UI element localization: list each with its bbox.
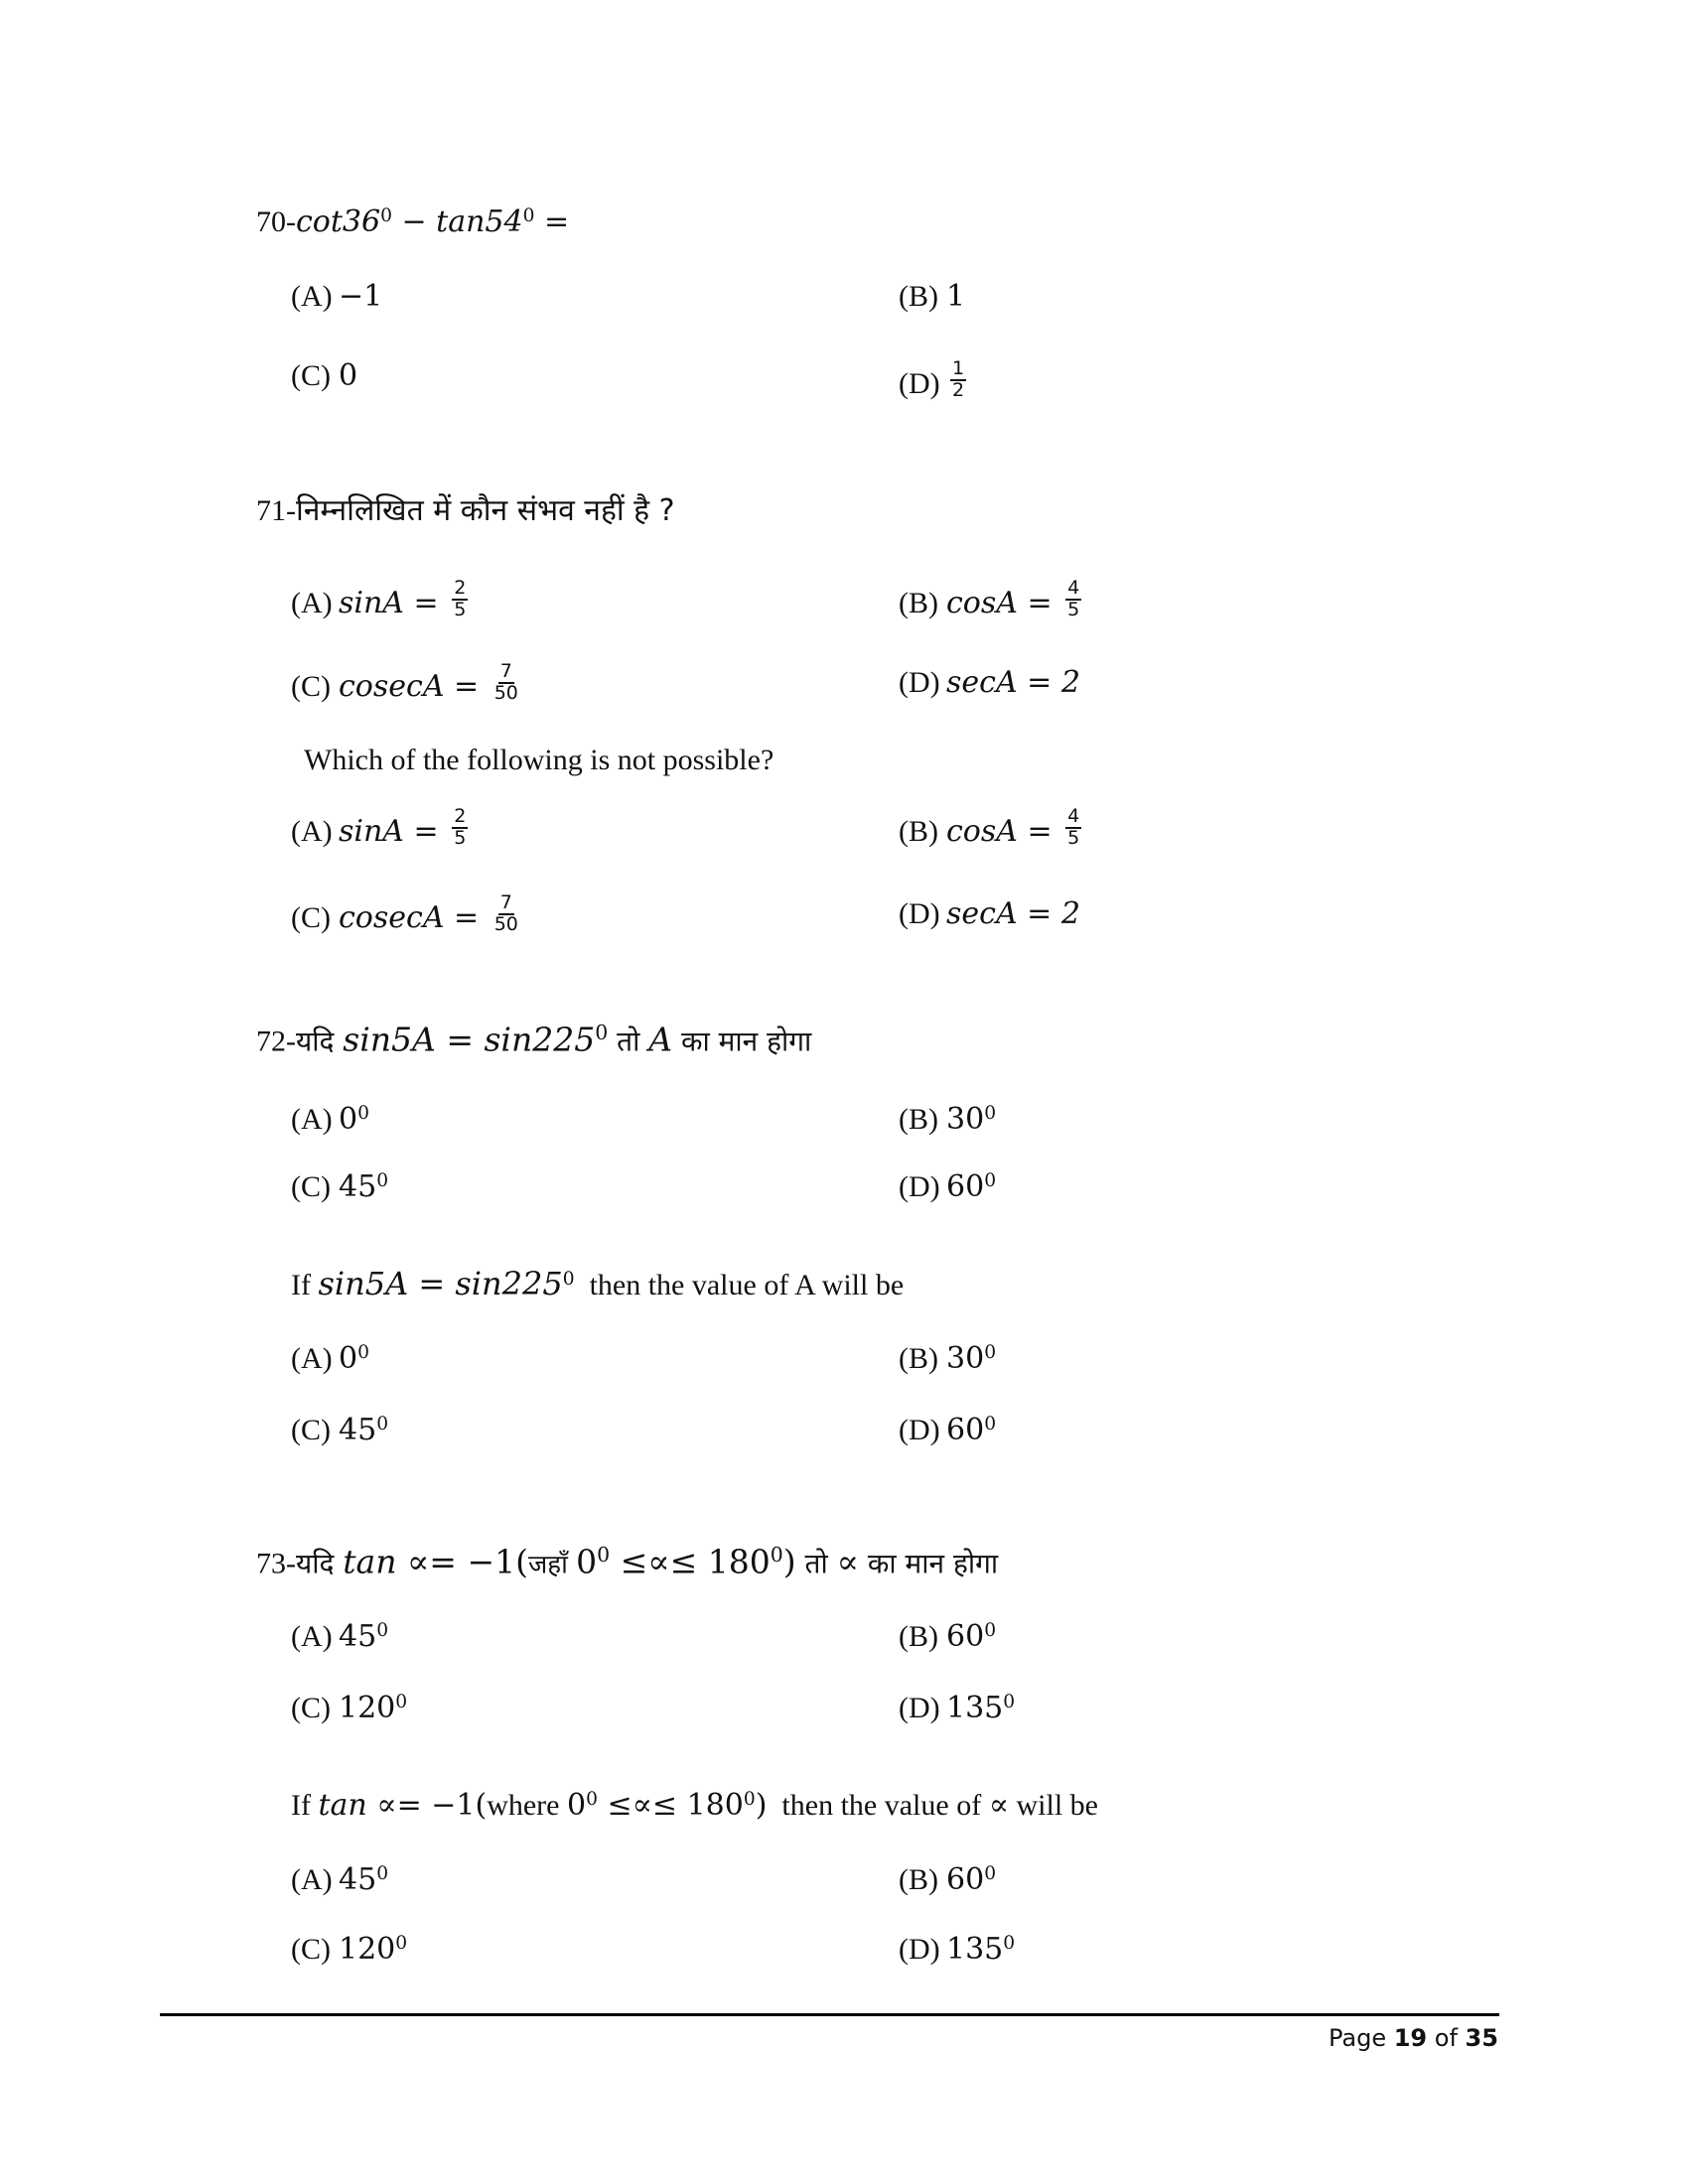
q73-option-c[interactable]: (C) $120^0$ [291, 1691, 408, 1726]
q72-en-option-d[interactable]: (D) $60^0$ [899, 1413, 997, 1448]
q72-en-option-c[interactable]: (C) $45^0$ [291, 1413, 389, 1448]
q72-option-a[interactable]: (A) $0^0$ [291, 1102, 369, 1138]
q71-en-option-c[interactable]: (C) cosecA = $\frac{7}{50}$ [291, 891, 518, 935]
question-73-english: If tan ∝= −1(where $0^0$ ≤∝≤ $180^0$) then the value of ∝ will be [291, 1788, 1098, 1824]
fraction: $\frac{4}{5}$ [1067, 805, 1080, 849]
question-72-english: If $\sin 5A = \sin 225^0$ then the value of A will be [291, 1265, 905, 1302]
page-number: Page 19 of 35 [1329, 2024, 1498, 2052]
question-number: 71- [256, 494, 296, 527]
q72-option-b[interactable]: (B) $30^0$ [899, 1102, 997, 1138]
q71-option-c[interactable]: (C) cosecA = $\frac{7}{50}$ [291, 660, 518, 704]
q71-option-a[interactable]: (A) sinA = $\frac{2}{5}$ [291, 577, 467, 620]
fraction: $\frac{2}{5}$ [454, 805, 467, 849]
fraction: $\frac{2}{5}$ [454, 577, 467, 620]
q70-option-b[interactable]: (B) 1 [899, 279, 966, 314]
question-73-hindi: 73-यदि tan ∝= −1(जहाँ $0^0$ ≤∝≤ $180^0$) तो ∝ का मान होगा [256, 1542, 999, 1581]
fraction: $\frac{1}{2}$ [952, 357, 965, 401]
q71-en-option-d[interactable]: (D) secA = 2 [899, 896, 1080, 931]
q71-option-b[interactable]: (B) cosA = $\frac{4}{5}$ [899, 577, 1080, 620]
q73-en-option-d[interactable]: (D) $135^0$ [899, 1932, 1016, 1968]
q73-option-b[interactable]: (B) $60^0$ [899, 1619, 997, 1655]
question-71-english: Which of the following is not possible? [304, 744, 774, 776]
q72-en-option-b[interactable]: (B) $30^0$ [899, 1341, 997, 1377]
fraction: $\frac{4}{5}$ [1067, 577, 1080, 620]
q73-en-option-b[interactable]: (B) $60^0$ [899, 1862, 997, 1898]
q70-option-a[interactable]: (A) −1 [291, 279, 383, 314]
question-number: 72- [256, 1024, 296, 1058]
q71-en-option-b[interactable]: (B) cosA = $\frac{4}{5}$ [899, 805, 1080, 849]
q71-option-d[interactable]: (D) secA = 2 [899, 665, 1080, 700]
q73-en-option-c[interactable]: (C) $120^0$ [291, 1932, 408, 1968]
fraction: $\frac{7}{50}$ [493, 891, 518, 935]
question-70: $70-\cot 36^0 - \tan 54^0$ = [256, 205, 570, 240]
question-number: 70- [256, 205, 296, 239]
fraction: $\frac{7}{50}$ [493, 660, 518, 704]
q73-option-a[interactable]: (A) $45^0$ [291, 1619, 389, 1655]
q72-en-option-a[interactable]: (A) $0^0$ [291, 1341, 369, 1377]
q71-en-option-a[interactable]: (A) sinA = $\frac{2}{5}$ [291, 805, 467, 849]
q70-option-c[interactable]: (C) 0 [291, 358, 358, 393]
q73-option-d[interactable]: (D) $135^0$ [899, 1691, 1016, 1726]
q73-en-option-a[interactable]: (A) $45^0$ [291, 1862, 389, 1898]
footer-divider [160, 2013, 1499, 2016]
q72-option-c[interactable]: (C) $45^0$ [291, 1169, 389, 1205]
question-72-hindi: 72-यदि $\sin 5A = \sin 225^0$ तो A का मान होगा [256, 1020, 812, 1059]
q72-option-d[interactable]: (D) $60^0$ [899, 1169, 997, 1205]
q70-option-d[interactable]: (D) $\frac{1}{2}$ [899, 357, 965, 401]
question-71-hindi: 71-निम्नलिखित में कौन संभव नहीं है ? [256, 493, 675, 528]
question-number: 73- [256, 1547, 296, 1580]
